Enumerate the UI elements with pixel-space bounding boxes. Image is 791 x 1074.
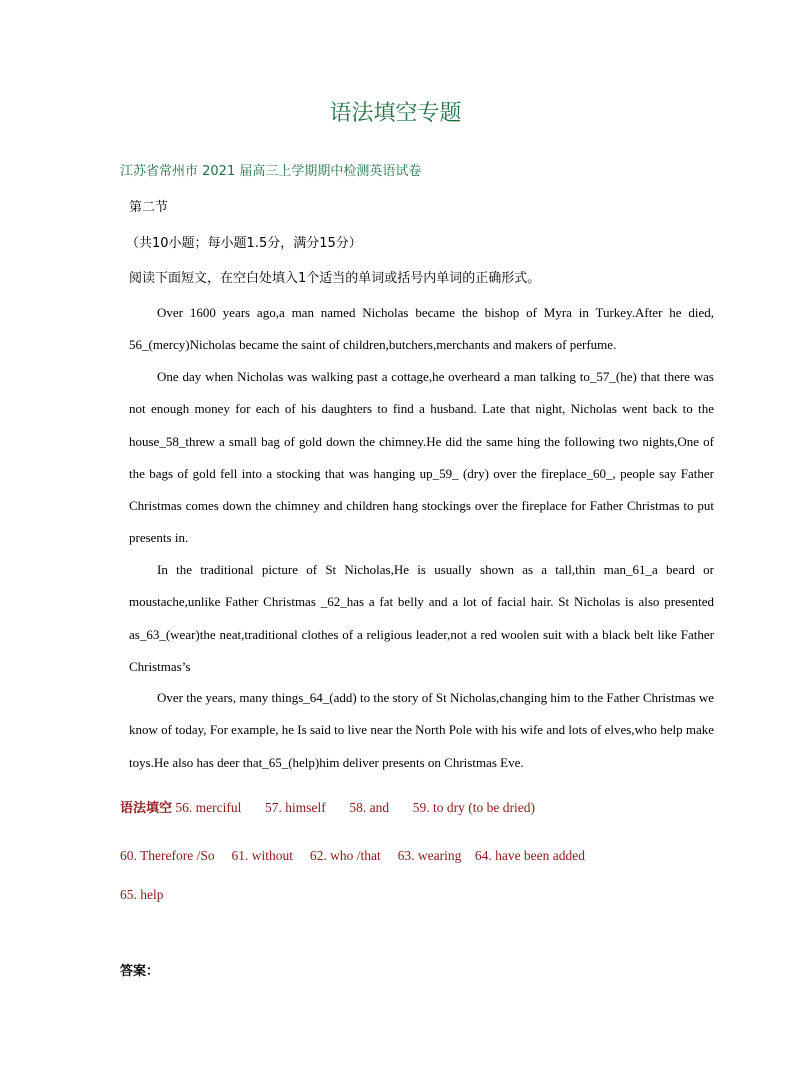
paragraph-text: Over 1600 years ago,a man named Nicholas became the bishop of Myra in Turkey.After he died, 56_(mercy)Nicholas became the saint of children,butchers,merchants and makers of perfume. xyxy=(129,305,714,353)
page-title: 语法填空专题 xyxy=(329,101,462,126)
paragraph-text: In the traditional picture of St Nicholas,He is usually shown as a tall,thin man_61_a beard or moustache,unlike Father Christmas _62_has a fat belly and a lot of facial hair. St Nicholas is also presented as_63_(wear)the neat,traditional clothes of a religious leader,not a red woolen suit with a black belt like Father Christmas’s xyxy=(129,562,714,674)
answers-line-3: 65. help xyxy=(120,887,164,902)
source-heading: 江苏省常州市 2021 届高三上学期期中检测英语试卷 xyxy=(120,164,422,179)
paragraph-text: Over the years, many things_64_(add) to the story of St Nicholas,changing him to the Father Christmas we know of today, For example, he Is said to live near the North Pole with his wife and lots of elves,who help make toys.He also has deer that_65_(help)him deliver presents on Christmas Eve. xyxy=(129,690,714,770)
passage-paragraph-4 xyxy=(129,682,714,779)
answers-text: 56. merciful 57. himself 58. and 59. to dry (to be dried) xyxy=(172,800,535,815)
scoring-note: （共10小题；每小题1.5分，满分15分） xyxy=(126,236,362,251)
answers-line-2: 60. Therefore /So 61. without 62. who /that 63. wearing 64. have been added xyxy=(120,848,586,863)
paragraph-text: One day when Nicholas was walking past a cottage,he overheard a man talking to_57_(he) that there was not enough money for each of his daughters to find a husband. Late that night, Nicholas went back to the house_58_threw a small bag of gold down the chimney.He did the same hing the following two nights,One of the bags of gold fell into a stocking that was hanging up_59_ (dry) over the fireplace_60_, people say Father Christmas comes down the chimney and children hang stockings over the fireplace for Father Christmas to put presents in. xyxy=(129,369,714,546)
answers-line-1 xyxy=(120,797,535,816)
section-heading: 第二节 xyxy=(129,200,169,215)
passage-paragraph-2 xyxy=(129,361,714,555)
passage-paragraph-1 xyxy=(129,297,714,362)
answers-label: 语法填空 xyxy=(120,801,173,816)
instruction-text: 阅读下面短文，在空白处填入1个适当的单词或括号内单词的正确形式。 xyxy=(129,271,541,286)
passage-paragraph-3 xyxy=(129,554,714,683)
answer-key-label: 答案： xyxy=(120,964,160,979)
